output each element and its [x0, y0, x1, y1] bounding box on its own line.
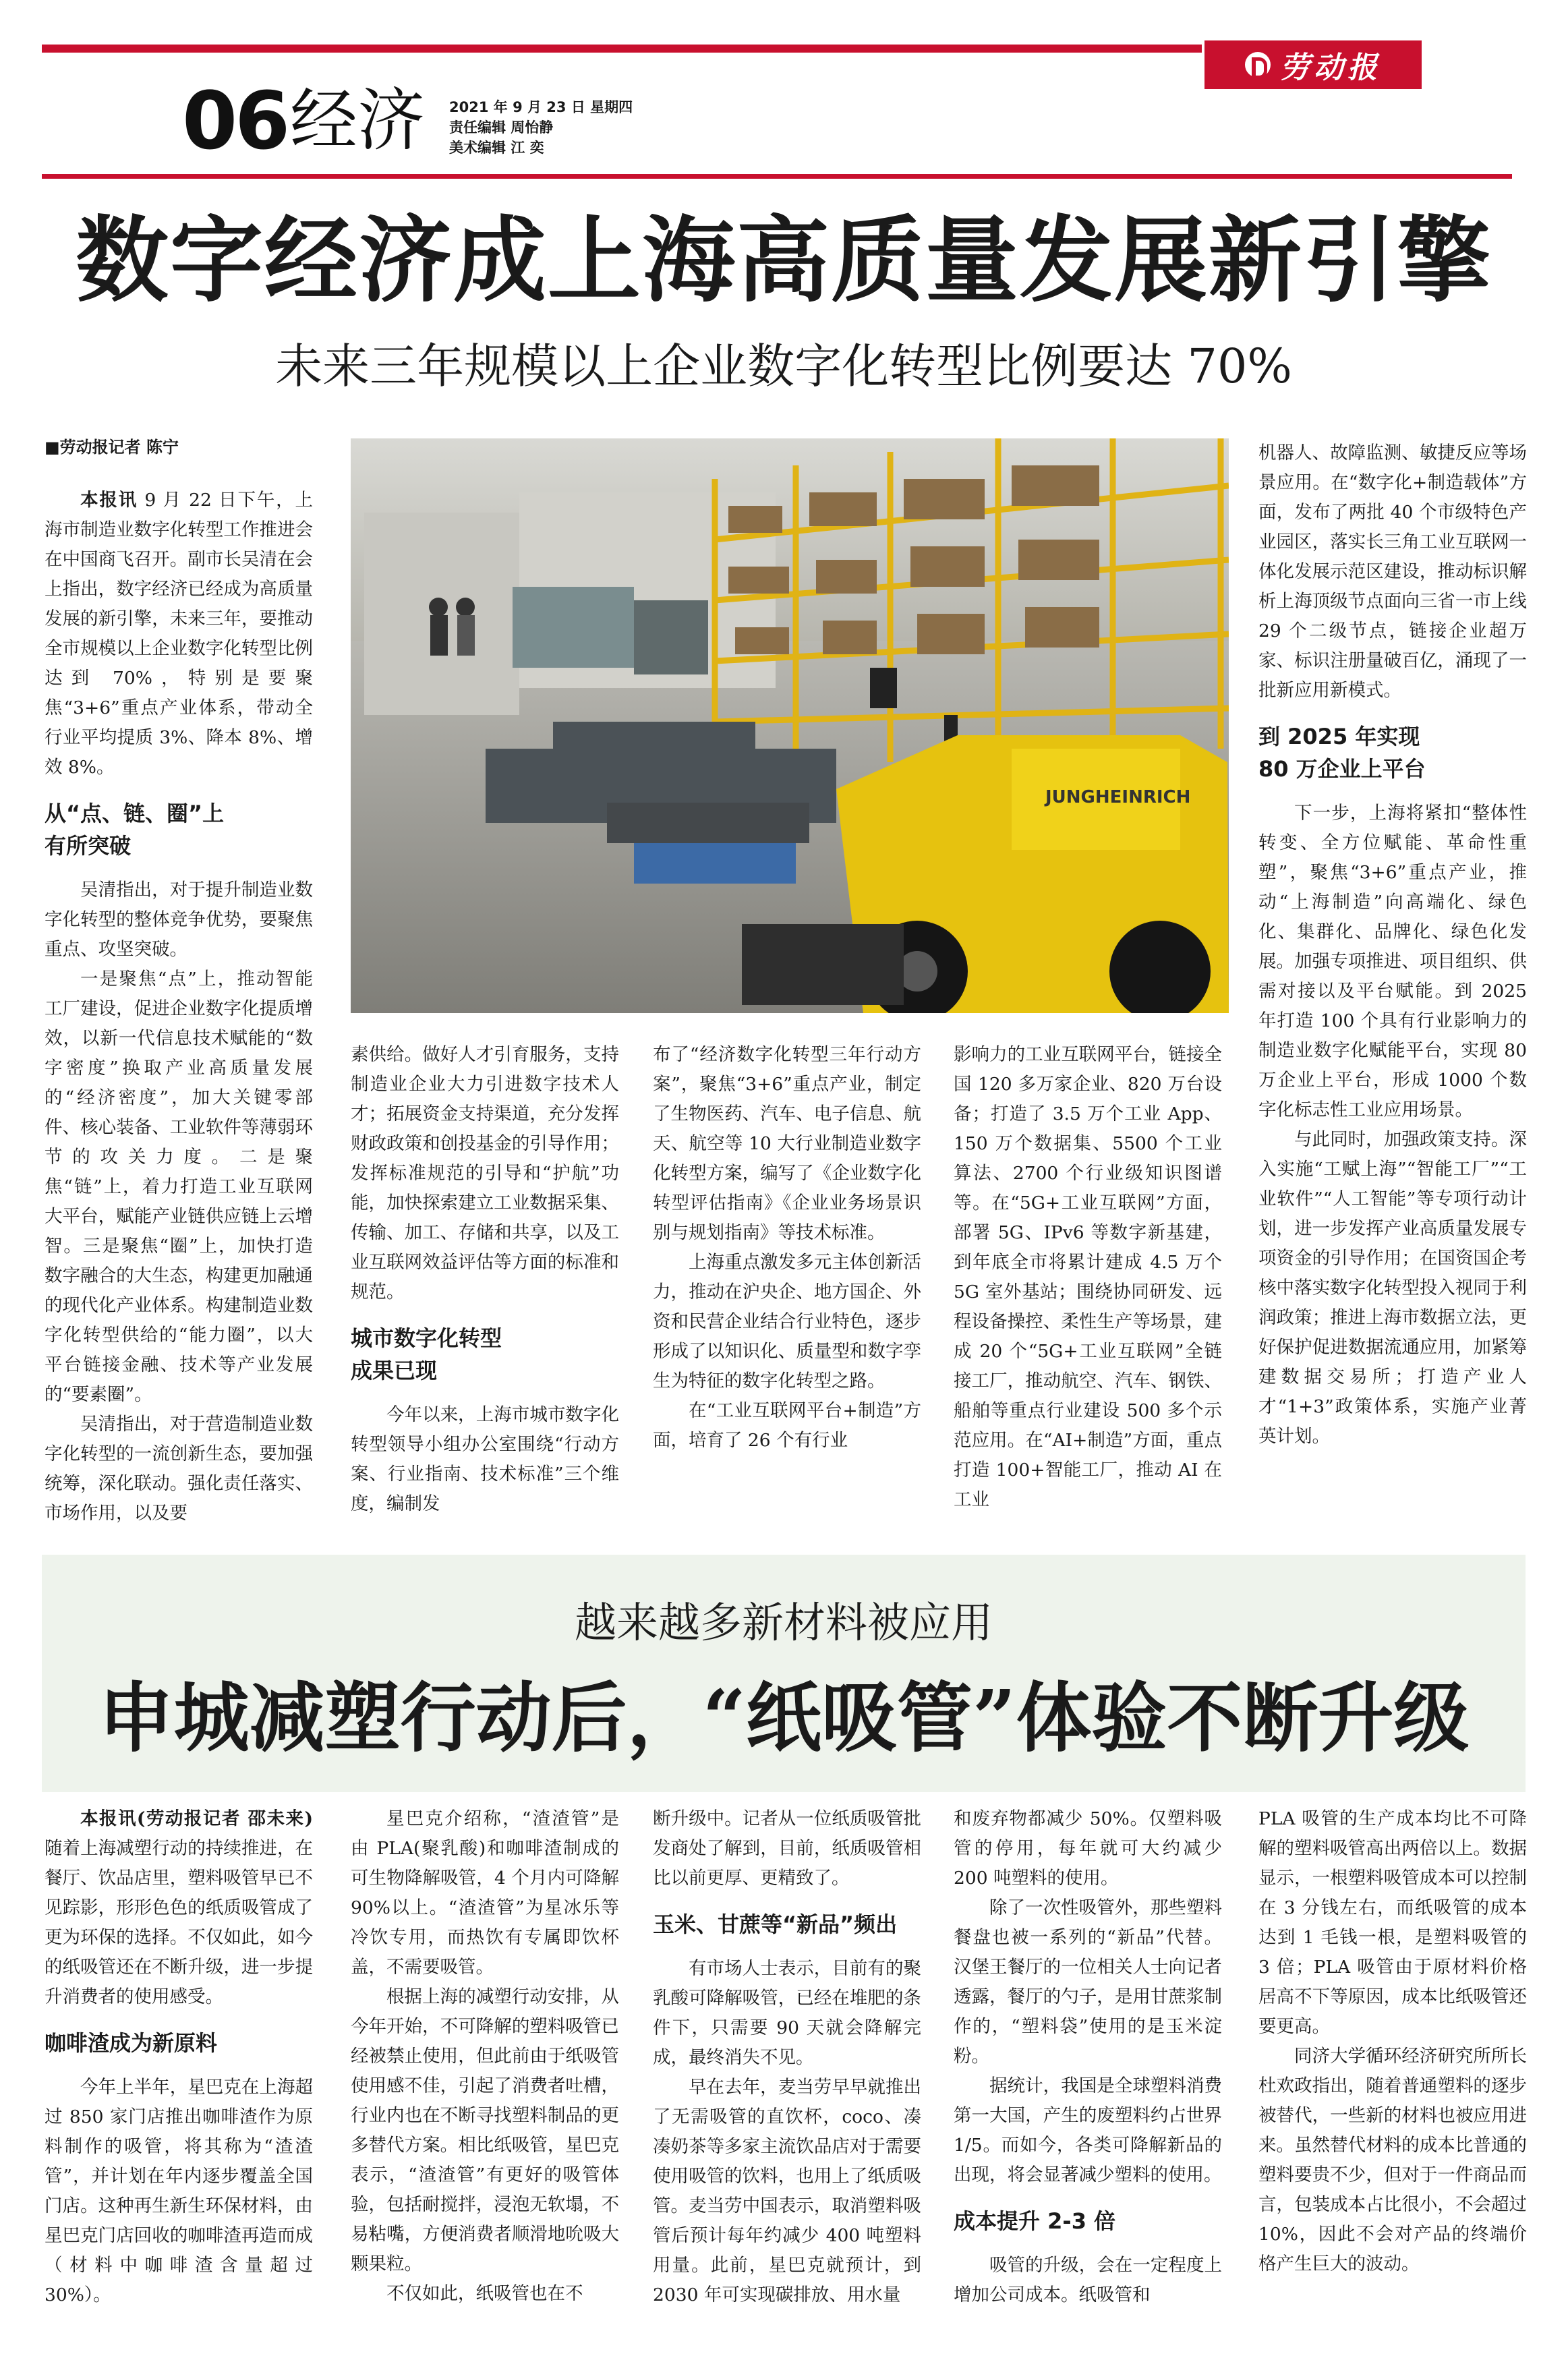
- paragraph-text: 星巴克介绍称，“渣渣管”是由 PLA(聚乳酸)和咖啡渣制成的可生物降解吸管，4 个月内可降解 90%以上。“渣渣管”为星冰乐等冷饮专用，而热饮有专属即饮杯盖，不需要吸管。: [351, 1808, 619, 1978]
- subheading: 成本提升 2-3 倍: [954, 2208, 1116, 2234]
- paragraph: [954, 2251, 1222, 2310]
- paragraph: [351, 1400, 619, 1519]
- paragraph-text: 吸管的升级，会在一定程度上增加公司成本。纸吸管和: [954, 2255, 1222, 2305]
- article1-subhead: 未来三年规模以上企业数字化转型比例要达 70%: [275, 339, 1292, 394]
- paragraph-text: 9 月 22 日下午，上海市制造业数字化转型工作推进会在中国商飞召开。副市长吴清在会上指出，数字经济已经成为高质量发展的新引擎，未来三年，要推动全市规模以上企业数字化转型比例达到 70%，特别是要聚焦“3+6”重点产业体系，带动全行业平均提质 3%、降本 8%、增效 8%。: [45, 490, 313, 778]
- paragraph-text: 根据上海的减塑行动安排，从今年开始，不可降解的塑料吸管已经被禁止使用，但此前由于纸吸管使用感不佳，引起了消费者吐槽，行业内也在不断寻找塑料制品的更多替代方案。相比纸吸管，星巴克表示，“渣渣管”有更好的吸管体验，包括耐搅拌，浸泡无软塌，不易粘嘴，方便消费者顺滑地吮吸大颗果粒。: [351, 1986, 619, 2274]
- logo-emblem-icon: [1245, 52, 1271, 78]
- header-rule: [42, 174, 1512, 179]
- responsible-editor: 责任编辑 周怡静: [449, 119, 554, 136]
- subheading: 从“点、链、圈”上 有所突破: [45, 801, 225, 859]
- paragraph-text: 吴清指出，对于营造制造业数字化转型的一流创新生态，要加强统筹，深化联动。强化责任落实、市场作用，以及要: [45, 1414, 313, 1524]
- article2-col2: [351, 1804, 619, 2309]
- paragraph: [653, 1804, 921, 1893]
- paragraph: [653, 1248, 921, 1396]
- page-number: 06: [182, 74, 288, 167]
- paragraph: [45, 965, 313, 1410]
- paragraph: [954, 2071, 1222, 2190]
- paragraph: [1258, 2042, 1527, 2279]
- paragraph-text: 今年上半年，星巴克在上海超过 850 家门店推出咖啡渣作为原料制作的吸管，将其称为“渣渣管”，并计划在年内逐步覆盖全国门店。这种再生新生环保材料，由星巴克门店回收的咖啡渣再造而成（材料中咖啡渣含量超过 30%）。: [45, 2077, 313, 2305]
- article2-kicker: 越来越多新材料被应用: [574, 1598, 993, 1647]
- paragraph-text: 同济大学循环经济研究所所长杜欢政指出，随着普通塑料的逐步被替代，一些新的材料也被应用进来。虽然替代材料的成本比普通的塑料要贵不少，但对于一件商品而言，包装成本占比很小，不会超过 10%，因此不会对产品的终端价格产生巨大的波动。: [1258, 2046, 1527, 2274]
- dateline: 本报讯: [80, 490, 138, 511]
- newspaper-logo: 劳动报: [1204, 40, 1422, 89]
- subheading: 玉米、甘蔗等“新品”频出: [653, 1912, 898, 1937]
- paragraph-text: 断升级中。记者从一位纸质吸管批发商处了解到，目前，纸质吸管相比以前更厚、更精致了。: [653, 1808, 921, 1889]
- paragraph-text: 和废弃物都减少 50%。仅塑料吸管的停用，每年就可大约减少 200 吨塑料的使用。: [954, 1808, 1222, 1889]
- article2-col5: [1258, 1804, 1527, 2279]
- paragraph: [954, 1893, 1222, 2071]
- paragraph: [351, 1040, 619, 1307]
- subheading: 咖啡渣成为新原料: [45, 2030, 218, 2056]
- paragraph-text: 与此同时，加强政策支持。深入实施“工赋上海”“智能工厂”“工业软件”“人工智能”等专项行动计划，进一步发挥产业高质量发展专项资金的引导作用；在国资国企考核中落实数字化转型投入视同于利润政策；推进上海市数据立法，更好保护促进数据流通应用，加紧筹建数据交易所；打造产业人才“1+3”政策体系，实施产业菁英计划。: [1258, 1129, 1527, 1447]
- paragraph: [45, 875, 313, 965]
- paragraph: [653, 1396, 921, 1456]
- paragraph: [653, 1954, 921, 2073]
- paragraph: [45, 1410, 313, 1528]
- paragraph-text: 不仅如此，纸吸管也在不: [386, 2283, 583, 2304]
- paragraph-text: 在“工业互联网平台+制造”方面，培育了 26 个有行业: [653, 1400, 921, 1451]
- article2-col3: [653, 1804, 921, 2310]
- paragraph-text: 今年以来，上海市城市数字化转型领导小组办公室围绕“行动方案、行业指南、技术标准”三个维度，编制发: [351, 1404, 619, 1514]
- article1-col3: [653, 1040, 921, 1456]
- paragraph: [45, 2073, 313, 2310]
- paragraph-text: 素供给。做好人才引育服务，支持制造业企业大力引进数字技术人才；拓展资金支持渠道，充分发挥财政政策和创投基金的引导作用；发挥标准规范的引导和“护航”功能，加快探索建立工业数据采集、传输、加工、存储和共享，以及工业互联网效益评估等方面的标准和规范。: [351, 1044, 619, 1302]
- paragraph-text: 据统计，我国是全球塑料消费第一大国，产生的废塑料约占世界 1/5。而如今，各类可降解新品的出现，将会显著减少塑料的使用。: [954, 2075, 1222, 2185]
- paragraph: [653, 1040, 921, 1248]
- paragraph: [1258, 1804, 1527, 2042]
- paragraph: [1258, 799, 1527, 1125]
- paragraph: [45, 1804, 313, 2012]
- subheading: 城市数字化转型 成果已现: [351, 1325, 502, 1383]
- article1-headline: 数字经济成上海高质量发展新引擎: [75, 205, 1492, 315]
- paragraph: [351, 1804, 619, 1982]
- paragraph-text: 布了“经济数字化转型三年行动方案”，聚焦“3+6”重点产业，制定了生物医药、汽车、电子信息、航天、航空等 10 大行业制造业数字化转型方案，编写了《企业数字化转型评估指南》《企业业务场景识别与规划指南》等技术标准。: [653, 1044, 921, 1243]
- dateline: 本报讯(劳动报记者 邵未来): [80, 1808, 313, 1829]
- paragraph-text: 早在去年，麦当劳早早就推出了无需吸管的直饮杯，coco、凑凑奶茶等多家主流饮品店对于需要使用吸管的饮料，也用上了纸质吸管。麦当劳中国表示，取消塑料吸管后预计每年约减少 400 吨塑料用量。此前，星巴克就预计，到 2030 年可实现碳排放、用水量: [653, 2077, 921, 2305]
- paragraph: [954, 1804, 1222, 1893]
- section-name: 经济: [290, 81, 425, 160]
- subheading: 到 2025 年实现 80 万企业上平台: [1258, 724, 1426, 782]
- paragraph-text: 上海重点激发多元主体创新活力，推动在沪央企、地方国企、外资和民营企业结合行业特色，逐步形成了以知识化、质量型和数字孪生为特征的数字化转型之路。: [653, 1252, 921, 1391]
- article2-col4: [954, 1804, 1222, 2310]
- paragraph-text: 影响力的工业互联网平台，链接全国 120 多万家企业、820 万台设备；打造了 3.5 万个工业 App、150 万个数据集、5500 个工业算法、2700 个行业级知识图谱等。在“5G+工业互联网”方面，部署 5G、IPv6 等数字新基建，到年底全市将累计建成 4.5 万个 5G 室外基站；围绕协同研发、远程设备操控、柔性生产等场景，建成 20 个“5G+工业互联网”全链接工厂，推动航空、汽车、钢铁、船舶等重点行业建设 500 多个示范应用。在“AI+制造”方面，重点打造 100+智能工厂，推动 AI 在工业: [954, 1044, 1222, 1510]
- top-red-rule: [42, 45, 1202, 53]
- issue-date: 2021 年 9 月 23 日 星期四: [449, 99, 633, 115]
- art-editor: 美术编辑 江 奕: [449, 140, 544, 156]
- paragraph-text: 机器人、故障监测、敏捷反应等场景应用。在“数字化+制造载体”方面，发布了两批 40 个市级特色产业园区，落实长三角工业互联网一体化发展示范区建设，推动标识解析上海顶级节点面向三省一市上线 29 个二级节点，链接企业超万家、标识注册量破百亿，涌现了一批新应用新模式。: [1258, 442, 1527, 701]
- paragraph: [954, 1040, 1222, 1515]
- article1-byline: ■劳动报记者 陈宁: [45, 438, 179, 457]
- article1-photo: [351, 438, 1229, 1013]
- paragraph-text: 随着上海减塑行动的持续推进，在餐厅、饮品店里，塑料吸管早已不见踪影，形形色色的纸质吸管成了更为环保的选择。不仅如此，如今的纸吸管还在不断升级，进一步提升消费者的使用感受。: [45, 1838, 313, 2007]
- header-meta: [449, 97, 633, 158]
- paragraph-text: 下一步，上海将紧扣“整体性转变、全方位赋能、革命性重塑”，聚焦“3+6”重点产业，推动“上海制造”向高端化、绿色化、集群化、品牌化、绿色化发展。加强专项推进、项目组织、供需对接以及平台赋能。到 2025 年打造 100 个具有行业影响力的制造业数字化赋能平台，实现 80 万企业上平台，形成 1000 个数字化标志性工业应用场景。: [1258, 803, 1527, 1120]
- paragraph-text: 有市场人士表示，目前有的聚乳酸可降解吸管，已经在堆肥的条件下，只需要 90 天就会降解完成，最终消失不见。: [653, 1958, 921, 2068]
- article1-col2: [351, 1040, 619, 1519]
- paragraph-text: 吴清指出，对于提升制造业数字化转型的整体竞争优势，要聚焦重点、攻坚突破。: [45, 880, 313, 960]
- article2-col1: [45, 1804, 313, 2310]
- article1-col1: [45, 486, 313, 1528]
- paragraph-text: PLA 吸管的生产成本均比不可降解的塑料吸管高出两倍以上。数据显示，一根塑料吸管成本可以控制在 3 分钱左右，而纸吸管的成本达到 1 毛钱一根，是塑料吸管的 3 倍；PLA 吸管由于原材料价格居高不下等原因，成本比纸吸管还要更高。: [1258, 1808, 1527, 2037]
- paragraph: [1258, 1125, 1527, 1452]
- paragraph: [45, 486, 313, 782]
- paragraph: [351, 1982, 619, 2279]
- paragraph-text: 一是聚焦“点”上，推动智能工厂建设，促进企业数字化提质增效，以新一代信息技术赋能的“数字密度”换取产业高质量发展的“经济密度”，加大关键零部件、核心装备、工业软件等薄弱环节的攻关力度。二是聚焦“链”上，着力打造工业互联网大平台，赋能产业链供应链上云增智。三是聚焦“圈”上，加快打造数字融合的大生态，构建更加融通的现代化产业体系。构建制造业数字化转型供给的“能力圈”，以大平台链接金融、技术等产业发展的“要素圈”。: [45, 969, 313, 1405]
- paragraph-text: 除了一次性吸管外，那些塑料餐盘也被一系列的“新品”代替。汉堡王餐厅的一位相关人士向记者透露，餐厅的勺子，是用甘蔗浆制作的，“塑料袋”使用的是玉米淀粉。: [954, 1897, 1222, 2067]
- paragraph: [351, 2279, 619, 2309]
- article2-headline: 申城减塑行动后，“纸吸管”体验不断升级: [98, 1674, 1470, 1762]
- article1-col5: [1258, 438, 1527, 1452]
- paragraph: [653, 2073, 921, 2310]
- forklift-brand-label: JUNGHEINRICH: [1045, 787, 1191, 807]
- article1-col4: [954, 1040, 1222, 1515]
- paragraph: [1258, 438, 1527, 706]
- warehouse-forklift-image: [351, 438, 1229, 1013]
